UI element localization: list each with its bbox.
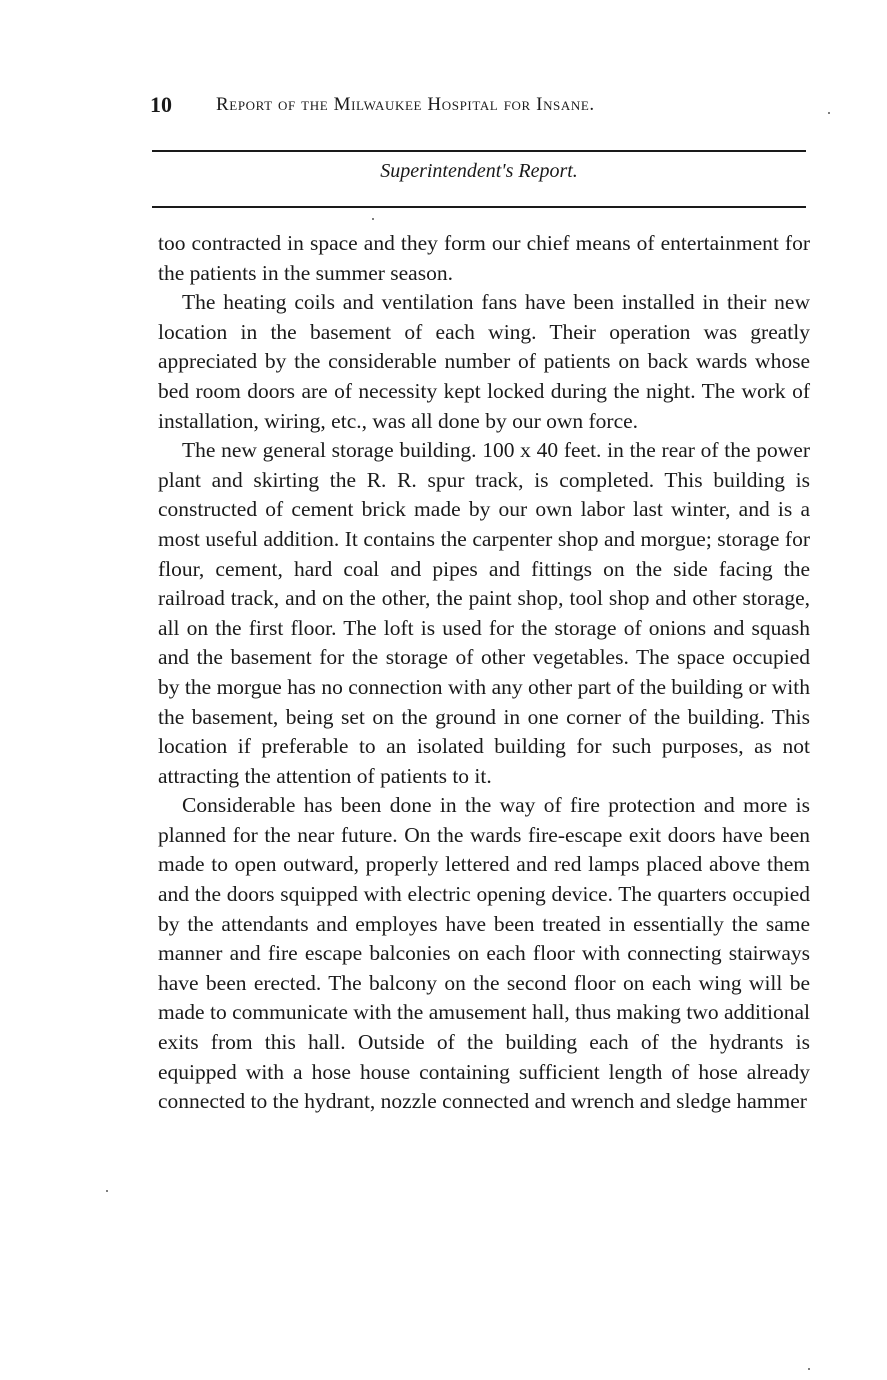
paragraph-fire-protection: Considerable has been done in the way of fire protection and more is planned for the near future. On the wards fire-escape exit doors have been made to open outward, properly lettered and red lamps placed above them and the doors squipped with electric opening device. The quarters occupied by the attendants and employes have been treated in essentially the same manner and fire escape balconies on each floor with connecting stairways have been erected. The balcony on the second floor on each wing will be made to communicate with the amusement hall, thus making two additional exits from this hall. Outside of the building each of the hydrants is equipped with a hose house containing sufficient length of hose already connected to the hydrant, nozzle connected and wrench and sledge hammer — [158, 793, 810, 1114]
section-title: Superintendent's Report. — [380, 160, 578, 182]
scan-speck — [808, 1368, 810, 1370]
header-rule-top — [152, 150, 806, 152]
paragraph-storage-building: The new general storage building. 100 x 40 feet. in the rear of the power plant and skirting the R. R. spur track, is completed. This building is constructed of cement brick made by our own labor last winter, and is a most useful addition. It contains the carpenter shop and morgue; storage for flour, cement, hard coal and pipes and fittings on the side facing the railroad track, and on the other, the paint shop, tool shop and other storage, all on the first floor. The loft is used for the storage of onions and squash and the basement for the storage of other vegetables. The space occupied by the morgue has no connection with any other part of the building or with the basement, being set on the ground in one corner of the building. This location if preferable to an isolated building for such purposes, as not attracting the attention of patients to it. — [158, 438, 810, 788]
scan-speck — [372, 218, 374, 220]
paragraph-continued: too contracted in space and they form our chief means of entertainment for the patients in the summer season. — [158, 231, 810, 285]
scan-speck — [106, 1190, 108, 1192]
scan-speck — [828, 112, 830, 114]
running-head — [150, 92, 810, 122]
header-rule-bottom — [152, 206, 806, 208]
running-title: Report of the Milwaukee Hospital for Insane. — [216, 94, 595, 115]
paragraph-heating: The heating coils and ventilation fans have been installed in their new location in the basement of each wing. Their operation was greatly appreciated by the considerable number of patients on back wards whose bed room doors are of necessity kept locked during the night. The work of installation, wiring, etc., was all done by our own force. — [158, 290, 810, 433]
body-text — [158, 229, 810, 1117]
page-number: 10 — [150, 92, 172, 117]
